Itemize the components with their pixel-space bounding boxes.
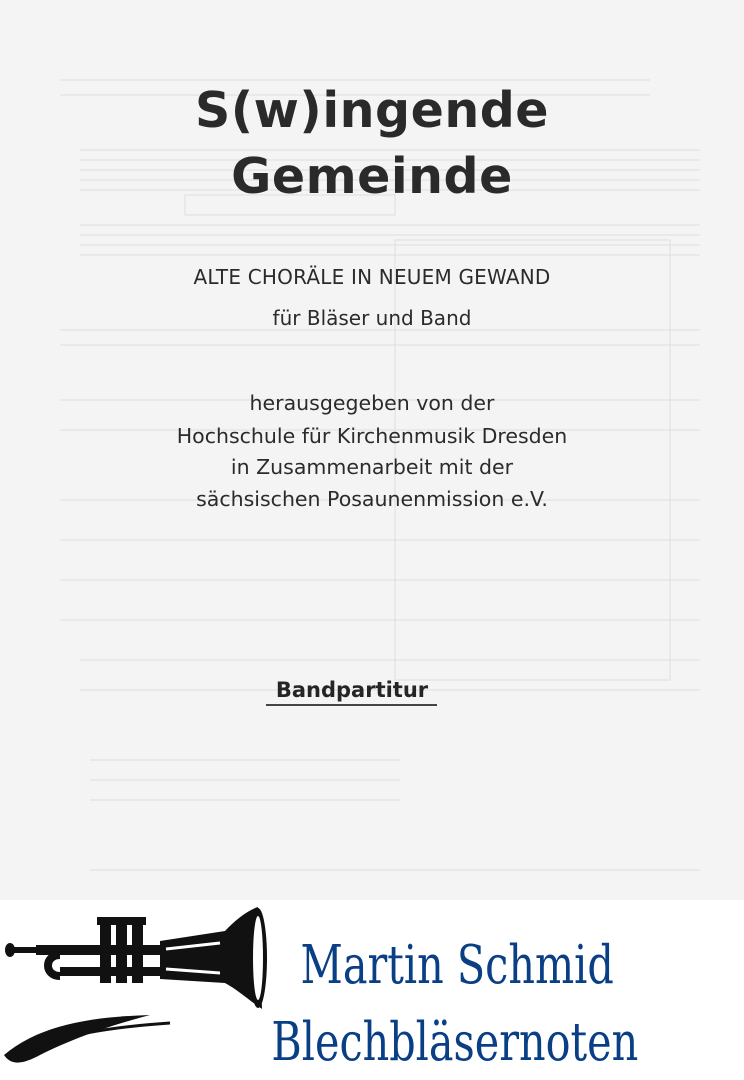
- editor-line-2: Hochschule für Kirchenmusik Dresden: [176, 424, 568, 448]
- editor-line-1: herausgegeben von der: [249, 391, 495, 415]
- edition-underline: [266, 704, 437, 706]
- title-line-1: S(w)ingende: [194, 82, 550, 139]
- edition-label: Bandpartitur: [275, 678, 429, 702]
- brand-name: Martin Schmid: [300, 935, 614, 996]
- trumpet-icon: [0, 905, 270, 1080]
- editor-line-3: in Zusammenarbeit mit der: [230, 455, 514, 479]
- title-line-2: Gemeinde: [231, 148, 513, 205]
- instrumentation-line: für Bläser und Band: [272, 306, 472, 330]
- editor-line-4: sächsischen Posaunenmission e.V.: [196, 487, 548, 511]
- brand-tagline: Blechbläsernoten: [271, 1012, 639, 1073]
- subtitle: ALTE CHORÄLE IN NEUEM GEWAND: [193, 265, 551, 289]
